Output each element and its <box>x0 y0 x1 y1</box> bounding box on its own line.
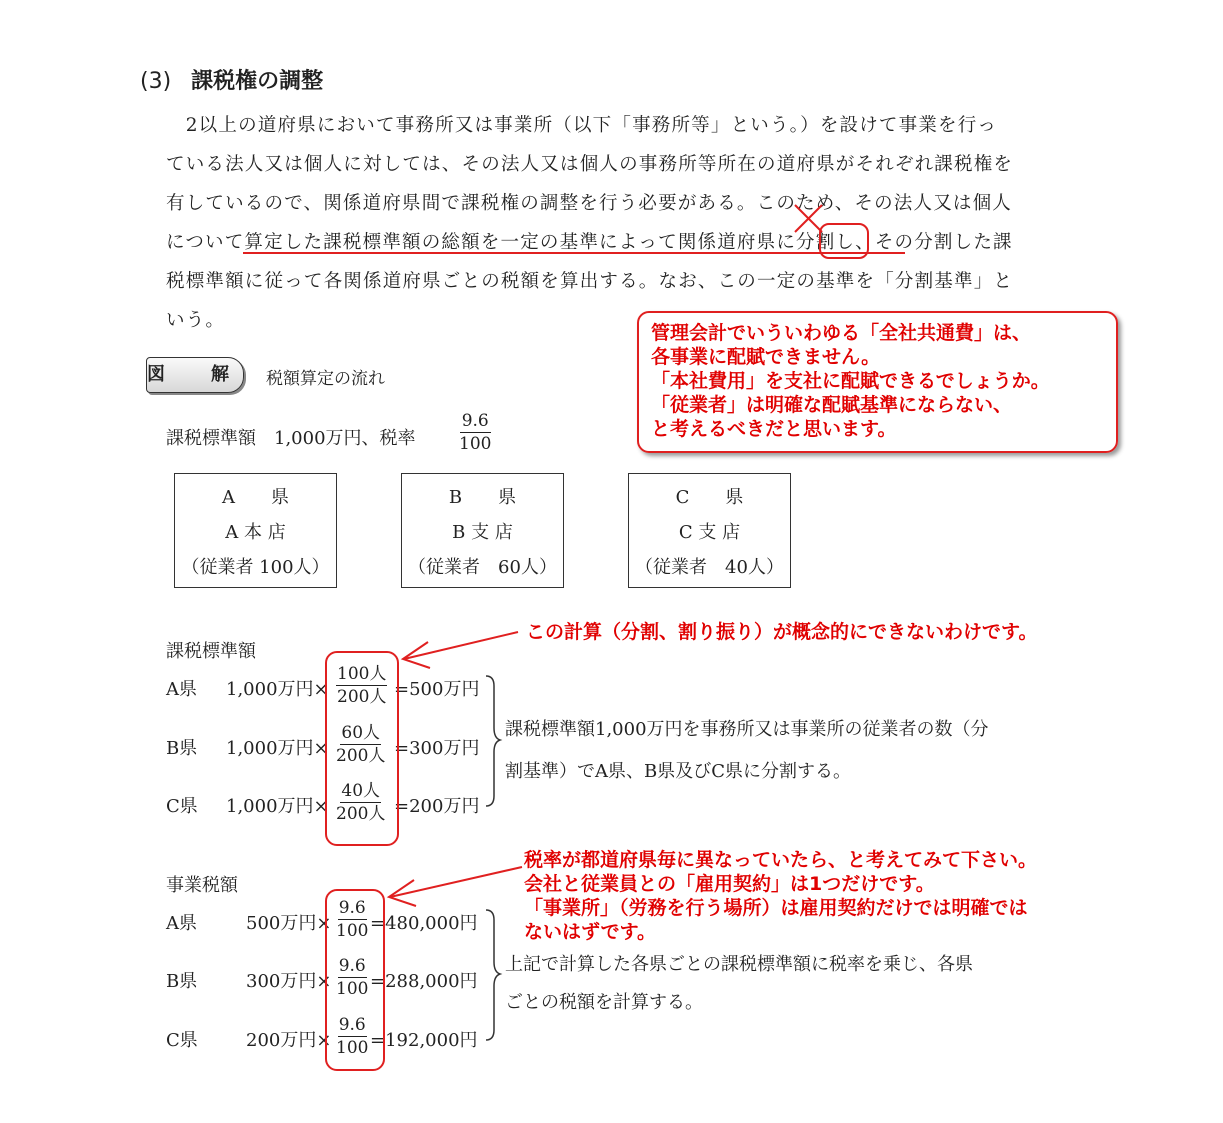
fraction-numerator: 9.6 <box>338 956 366 976</box>
row-amount: 500万円× <box>246 913 332 934</box>
explain-line: 課税標準額1,000万円を事務所又は事業所の従業者の数（分 <box>505 719 989 740</box>
row-amount: 1,000万円× <box>226 679 329 700</box>
office-prefecture: C 県 <box>675 486 744 508</box>
commentary-box <box>637 311 1118 453</box>
row-result: =288,000円 <box>370 971 478 992</box>
fraction-denominator: 200人 <box>336 804 386 824</box>
tax-commentary-line: 会社と従業員との「雇用契約」は1つだけです。 <box>524 873 935 895</box>
tax-commentary-line: 「事業所」（労務を行う場所）は雇用契約だけでは明確では <box>524 897 1028 919</box>
commentary-line: 「従業者」は明確な配賦基準にならない、 <box>651 394 1013 416</box>
office-name: B 支 店 <box>452 521 513 543</box>
row-prefecture: A県 <box>166 679 197 700</box>
explain-line: 上記で計算した各県ごとの課税標準額に税率を乗じ、各県 <box>505 954 973 975</box>
row-result: =300万円 <box>394 738 480 759</box>
paragraph-line: について算定した課税標準額の総額を一定の基準によって関係道府県に分割し、その分割した課 <box>166 232 1013 253</box>
diagram-caption: 税額算定の流れ <box>266 369 385 389</box>
calc-commentary: この計算（分割、割り振り）が概念的にできないわけです。 <box>526 621 1038 643</box>
row-amount: 200万円× <box>246 1030 332 1051</box>
explain-line: 割基準）でA県、B県及びC県に分割する。 <box>505 761 851 782</box>
row-result: =192,000円 <box>370 1030 478 1051</box>
row-prefecture: C県 <box>166 796 198 817</box>
row-prefecture: C県 <box>166 1030 198 1051</box>
row-prefecture: B県 <box>166 971 198 992</box>
section2-label: 事業税額 <box>166 875 238 896</box>
row-result: =480,000円 <box>370 913 478 934</box>
fraction-denominator: 100 <box>336 921 369 941</box>
row-prefecture: A県 <box>166 913 197 934</box>
row-amount: 300万円× <box>246 971 332 992</box>
section1-label: 課税標準額 <box>166 641 256 662</box>
fraction-numerator: 40人 <box>341 781 381 801</box>
section-number: (3) <box>140 69 172 94</box>
fraction-denominator: 100 <box>336 1038 369 1058</box>
red-arrow-head <box>403 642 430 668</box>
paragraph-line: ている法人又は個人に対しては、その法人又は個人の事務所等所在の道府県がそれぞれ課税権を <box>166 154 1014 175</box>
explain-line: ごとの税額を計算する。 <box>505 992 703 1013</box>
paragraph-line: 税標準額に従って各関係道府県ごとの税額を算出する。なお、この一定の基準を「分割基準」と <box>166 271 1014 292</box>
row-result: =500万円 <box>394 679 480 700</box>
red-box-fractions-1 <box>326 652 398 845</box>
fraction-numerator: 9.6 <box>461 411 489 431</box>
commentary-line: と考えるべきだと思います。 <box>651 418 897 440</box>
fraction-numerator: 60人 <box>341 723 381 743</box>
fraction-denominator: 200人 <box>337 687 387 707</box>
row-result: =200万円 <box>394 796 480 817</box>
office-staff: （従業者 100人） <box>181 556 330 578</box>
brace-right <box>486 676 500 806</box>
red-box-fractions-2 <box>326 890 384 1070</box>
tax-commentary-line: ないはずです。 <box>524 921 657 943</box>
paragraph-line: 2以上の道府県において事務所又は事業所（以下「事務所等」という。）を設けて事業を行っ <box>166 115 998 136</box>
fraction-numerator: 9.6 <box>338 1015 366 1035</box>
commentary-line: 各事業に配賦できません。 <box>651 346 881 368</box>
base-amount-line: 課税標準額 1,000万円、税率 <box>166 428 416 449</box>
row-amount: 1,000万円× <box>226 796 329 817</box>
fraction-denominator: 200人 <box>336 746 386 766</box>
paragraph-line: 有しているので、関係道府県間で課税権の調整を行う必要がある。このため、その法人又は個人 <box>166 193 1012 214</box>
fraction-numerator: 100人 <box>337 664 387 684</box>
tax-commentary-line: 税率が都道府県毎に異なっていたら、と考えてみて下さい。 <box>524 849 1038 871</box>
commentary-line: 「本社費用」を支社に配賦できるでしょうか。 <box>651 370 1050 392</box>
fraction-denominator: 100 <box>459 434 492 454</box>
office-name: C 支 店 <box>678 521 741 543</box>
section-title: 課税権の調整 <box>191 69 324 94</box>
row-amount: 1,000万円× <box>226 738 329 759</box>
office-staff: （従業者 40人） <box>635 556 784 578</box>
office-prefecture: A 県 <box>222 486 289 508</box>
fraction-numerator: 9.6 <box>338 898 366 918</box>
office-name: A 本 店 <box>225 521 286 543</box>
diagram-tag: 図 解 <box>146 357 244 393</box>
fraction-denominator: 100 <box>336 979 369 999</box>
row-prefecture: B県 <box>166 738 198 759</box>
commentary-line: 管理会計でいういわゆる「全社共通費」は、 <box>651 322 1032 344</box>
office-prefecture: B 県 <box>448 486 517 508</box>
brace-right <box>486 910 500 1040</box>
paragraph-line: いう。 <box>166 310 226 331</box>
office-staff: （従業者 60人） <box>408 556 557 578</box>
